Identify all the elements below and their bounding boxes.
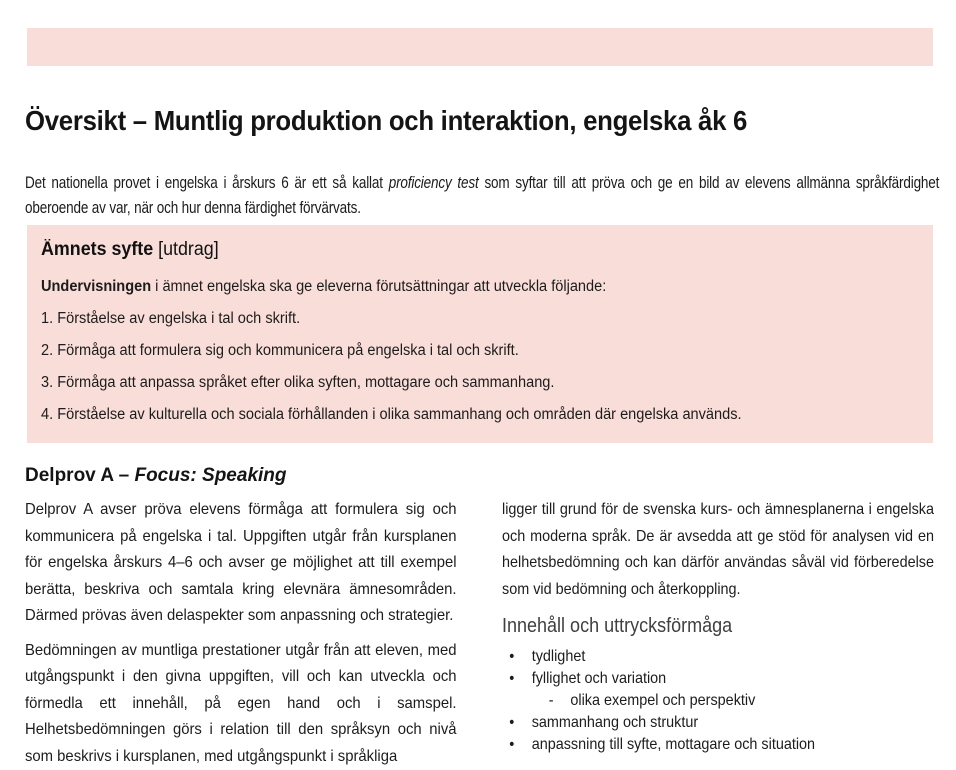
- syfte-lead-sentence: [41, 278, 919, 296]
- list-item-label: anpassning till syfte, mottagare och situation: [532, 736, 815, 753]
- list-item: [502, 646, 934, 668]
- amnets-syfte-content: [41, 239, 919, 424]
- left-column-paragraph-1: Delprov A avser pröva elevens förmåga att formulera sig och kommunicera på engelska i tal. Uppgiften utgår från kursplanen för engelska årskurs 4–6 och avser ge möjlighet att till exempel berätta, beskriva och samtala kring elevnära ämnesområden. Därmed prövas även delaspekter som anpassning och strategier.: [25, 497, 457, 630]
- intro-text-start: Det nationella provet i engelska i årskurs 6 är ett så kallat: [25, 173, 389, 192]
- intro-text-end: som syftar till att pröva och ge en bild av elevens allmänna språkfärdighet oberoende av var, när och hur denna färdighet förvärvats.: [25, 173, 939, 217]
- bullet-icon: •: [509, 668, 514, 690]
- criteria-list: [502, 646, 934, 756]
- delprov-heading-bold: Delprov A –: [25, 465, 134, 486]
- list-item-label: sammanhang och struktur: [532, 714, 698, 731]
- list-sub-item-label: olika exempel och perspektiv: [570, 692, 755, 709]
- syfte-lead-bold: Undervisningen: [41, 278, 151, 295]
- amnets-syfte-box: [27, 225, 933, 443]
- list-item: [502, 712, 934, 734]
- syfte-item-1: 1. Förståelse av engelska i tal och skrift.: [41, 310, 919, 328]
- list-item: [502, 734, 934, 756]
- left-column-paragraph-2: Bedömningen av muntliga prestationer utgår från att eleven, med utgångspunkt i den givna uppgiften, vill och kan utveckla och förmedla ett innehåll, på egen hand och i samspel. Helhetsbedömningen görs i relation till den språksyn och nivå som beskrivs i kursplanen, med utgångspunkt i språkliga: [25, 638, 457, 770]
- left-column: [25, 497, 457, 770]
- bullet-icon: •: [509, 712, 514, 734]
- bullet-icon: •: [509, 646, 514, 668]
- syfte-heading-suffix: [utdrag]: [153, 239, 219, 260]
- syfte-box-heading: [41, 239, 919, 261]
- right-column-paragraph-1: ligger till grund för de svenska kurs- och ämnesplanerna i engelska och moderna språk. De är avsedda att ge stöd för analysen vid en helhetsbedömning och kan därför användas såväl vid förberedelse som vid bedömning och återkoppling.: [502, 497, 934, 603]
- list-item-label: tydlighet: [532, 648, 586, 665]
- syfte-item-2: 2. Förmåga att formulera sig och kommunicera på engelska i tal och skrift.: [41, 342, 919, 360]
- syfte-heading-bold: Ämnets syfte: [41, 239, 153, 260]
- bullet-icon: •: [509, 734, 514, 756]
- syfte-item-4: 4. Förståelse av kulturella och sociala förhållanden i olika sammanhang och områden där engelska används.: [41, 406, 919, 424]
- innehall-subheading: Innehåll och uttrycksförmåga: [502, 613, 934, 639]
- page-title: Översikt – Muntlig produktion och interaktion, engelska åk 6: [25, 104, 747, 138]
- delprov-heading-italic: Focus: Speaking: [134, 465, 286, 486]
- list-item-label: fyllighet och variation: [532, 670, 666, 687]
- delprov-a-heading: [25, 464, 287, 488]
- dash-icon: -: [549, 690, 554, 712]
- list-sub-item: [502, 690, 934, 712]
- intro-paragraph: [25, 170, 939, 220]
- right-column: [502, 497, 934, 756]
- syfte-item-3: 3. Förmåga att anpassa språket efter olika syften, mottagare och sammanhang.: [41, 374, 919, 392]
- intro-italic-term: proficiency test: [389, 173, 479, 192]
- syfte-lead-rest: i ämnet engelska ska ge eleverna förutsättningar att utveckla följande:: [151, 278, 606, 295]
- list-item: [502, 668, 934, 690]
- accent-header-bar: [27, 28, 933, 66]
